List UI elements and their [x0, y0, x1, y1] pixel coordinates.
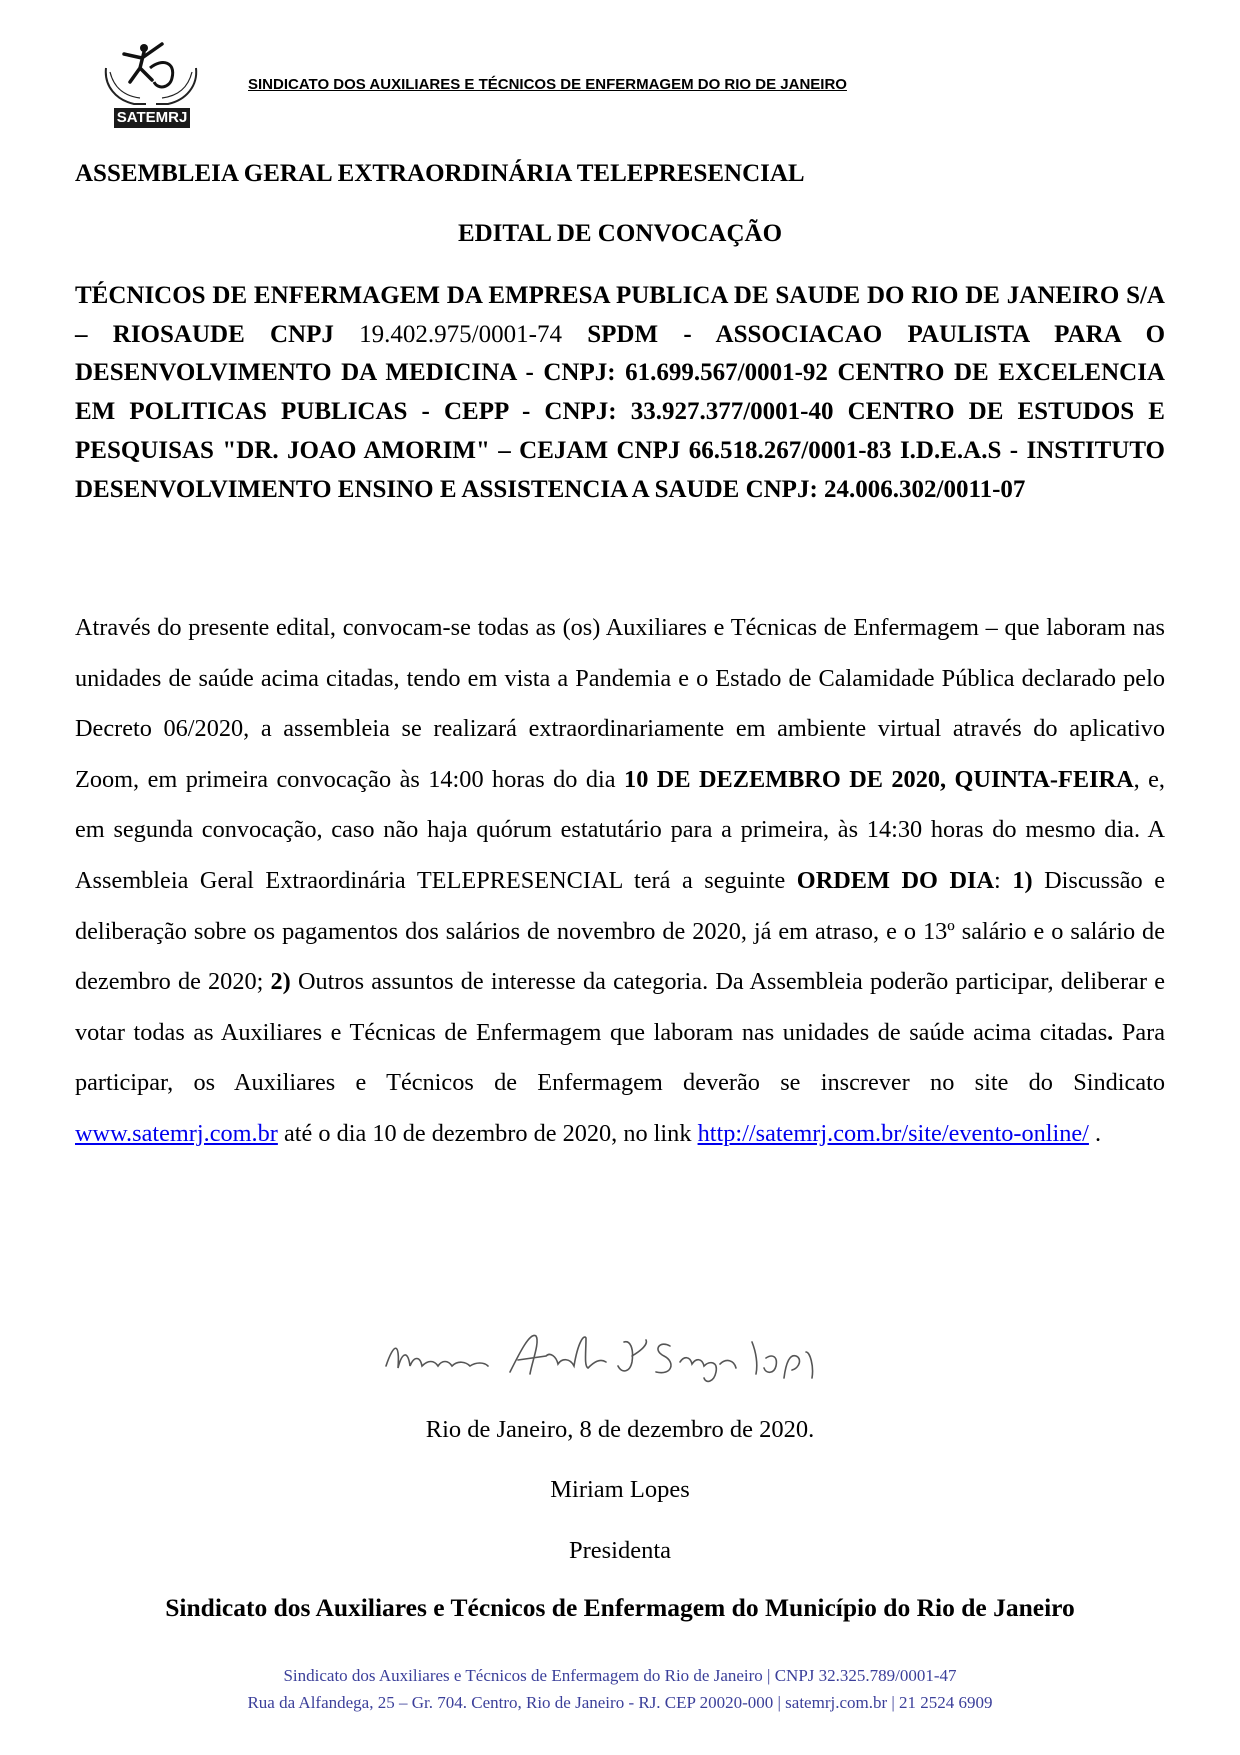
body-p2: , e, em segunda convocação, caso não haja quórum estatutário para a primeira, às 14:30 horas do mesmo dia. A Assembleia Geral Extraordinária TELEPRESENCIAL terá a seguinte: [75, 765, 1166, 894]
agenda-item-2-number: 2): [270, 968, 291, 996]
signatory-name: Miriam Lopes: [550, 1476, 690, 1503]
body-p1: Através do presente edital, convocam-se todas as (os) Auxiliares e Técnicas de Enfermagem – que laboram nas unidades de saúde acima citadas, tendo em vista a Pandemia e o Estado de Calamidade Pública declarado pelo Decreto 06/2020, a assembleia se realizará extraordinariamente em ambiente virtual através do aplicativo Zoom, em primeira convocação às 14:00 horas do dia: [75, 614, 1165, 793]
convocation-text: [75, 603, 1165, 1160]
organizations-block: [75, 277, 1165, 509]
bold-period: .: [1107, 1018, 1114, 1046]
place-and-date: Rio de Janeiro, 8 de dezembro de 2020.: [425, 1416, 815, 1443]
header-title: SINDICATO DOS AUXILIARES E TÉCNICOS DE ENFERMAGEM DO RIO DE JANEIRO: [248, 76, 847, 93]
signature-scribble-icon: [380, 1322, 860, 1392]
handwritten-signature: [380, 1322, 860, 1392]
ordem-do-dia-label: ORDEM DO DIA: [796, 866, 995, 894]
agenda-item-1-number: 1): [1012, 866, 1033, 894]
assembly-date: 10 DE DEZEMBRO DE 2020, QUINTA-FEIRA: [624, 765, 1134, 793]
organizations-part2: SPDM - ASSOCIACAO PAULISTA PARA O DESENVOLVIMENTO DA MEDICINA - CNPJ: 61.699.567/0001-92 CENTRO DE EXCELENCIA EM POLITICAS PUBLICAS - CEPP - CNPJ: 33.927.377/0001-40 CENTRO DE ESTUDOS E PESQUISAS "DR. JOAO AMORIM" – CEJAM CNPJ 66.518.267/0001-83 I.D.E.A.S - INSTITUTO DESENVOLVIMENTO ENSINO E ASSISTENCIA A SAUDE CNPJ: 24.006.302/0011-07: [75, 320, 1166, 503]
signatory-organization: Sindicato dos Auxiliares e Técnicos de Enfermagem do Município do Rio de Janeiro: [165, 1593, 1075, 1622]
signatory-role: Presidenta: [568, 1537, 672, 1564]
colon: :: [994, 866, 1001, 894]
satemrj-logo: [100, 38, 204, 130]
agenda-item-1: Discussão e deliberação sobre os pagamentos dos salários de novembro de 2020, já em atraso, e o 13º salário e o salário de dezembro de 2020;: [75, 866, 1165, 996]
body-p4: até o dia 10 de dezembro de 2020, no link: [283, 1119, 692, 1147]
organizations-part1: TÉCNICOS DE ENFERMAGEM DA EMPRESA PUBLICA DE SAUDE DO RIO DE JANEIRO S/A – RIOSAUDE CNPJ: [75, 282, 1165, 348]
body-p3: Para participar, os Auxiliares e Técnicos de Enfermagem deverão se inscrever no site do Sindicato: [75, 1018, 1165, 1097]
event-link[interactable]: http://satemrj.com.br/site/evento-online/: [697, 1119, 1089, 1147]
assembly-heading: ASSEMBLEIA GERAL EXTRAORDINÁRIA TELEPRESENCIAL: [75, 160, 805, 187]
body-p5: .: [1095, 1119, 1102, 1147]
footer-line-1: Sindicato dos Auxiliares e Técnicos de Enfermagem do Rio de Janeiro | CNPJ 32.325.789/0001-47: [283, 1666, 957, 1685]
site-link[interactable]: www.satemrj.com.br: [75, 1119, 278, 1147]
logo-text: SATEMRJ: [116, 109, 188, 126]
edital-heading: EDITAL DE CONVOCAÇÃO: [457, 220, 783, 247]
riosaude-cnpj: 19.402.975/0001-74: [359, 320, 562, 348]
agenda-item-2: Outros assuntos de interesse da categoria. Da Assembleia poderão participar, deliberar e votar todas as Auxiliares e Técnicas de Enfermagem que laboram nas unidades de saúde acima citadas: [75, 968, 1165, 1046]
footer-line-2: Rua da Alfandega, 25 – Gr. 704. Centro, Rio de Janeiro - RJ. CEP 20020-000 | satemrj.com.br | 21 2524 6909: [247, 1693, 993, 1712]
